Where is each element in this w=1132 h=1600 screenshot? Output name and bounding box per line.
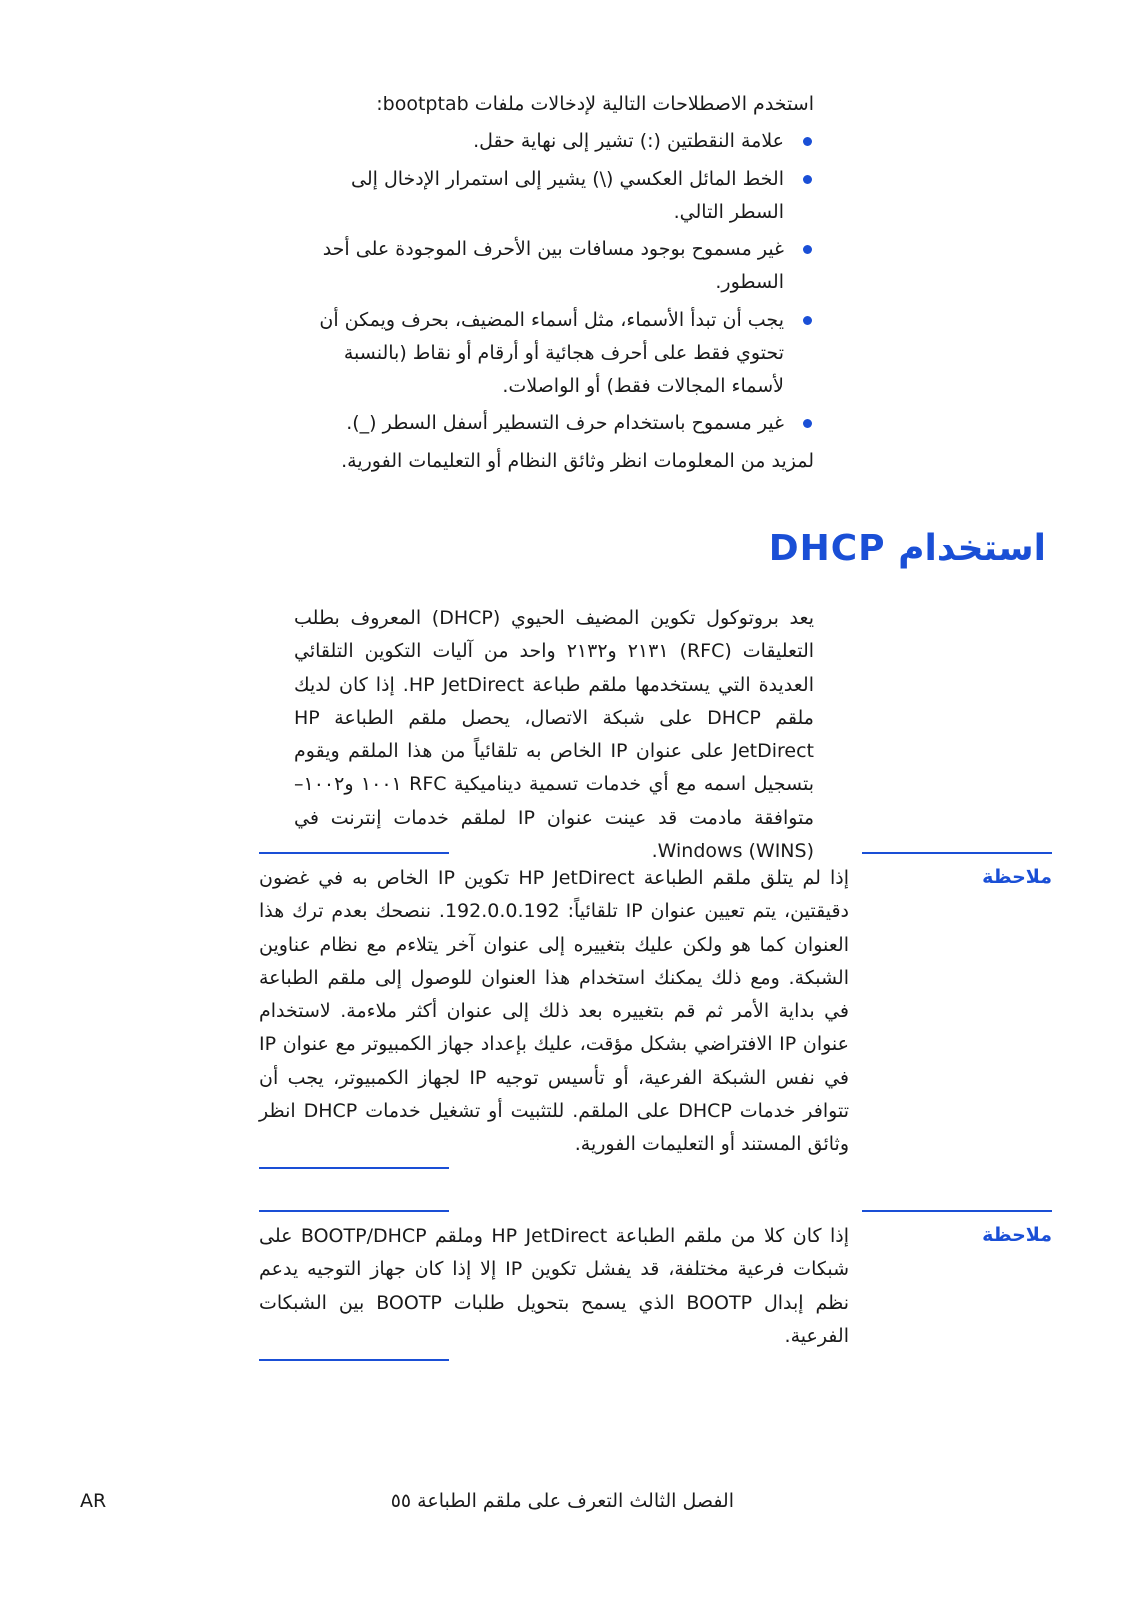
bootptab-conventions: [294, 88, 814, 478]
bullet-dot-icon: [803, 245, 812, 254]
bullet-dot-icon: [803, 175, 812, 184]
list-item: غير مسموح باستخدام حرف التسطير أسفل السطر (_).: [294, 407, 814, 440]
list-item: الخط المائل العكسي (\) يشير إلى استمرار الإدخال إلى السطر التالي.: [294, 163, 814, 230]
note-divider: [259, 1210, 449, 1212]
footer-chapter-title: الفصل الثالث التعرف على ملقم الطباعة ٥٥: [390, 1490, 734, 1512]
note-label-column: [862, 852, 1052, 888]
list-item: غير مسموح بوجود مسافات بين الأحرف الموجودة على أحد السطور.: [294, 233, 814, 300]
footer-language-code: AR: [80, 1490, 107, 1512]
note-content: [259, 852, 849, 1169]
more-info-text: لمزيد من المعلومات انظر وثائق النظام أو التعليمات الفورية.: [341, 449, 814, 472]
note-divider: [259, 852, 449, 854]
note-divider: [259, 1359, 449, 1361]
note-divider: [862, 1210, 1052, 1212]
note-text: إذا كان كلا من ملقم الطباعة HP JetDirect وملقم BOOTP/DHCP على شبكات فرعية مختلفة، قد يفشل تكوين IP إلا إذا كان جهاز التوجيه يدعم نظم إبدال BOOTP الذي يسمح بتحويل طلبات BOOTP بين الشبكات الفرعية.: [259, 1225, 850, 1347]
bullet-dot-icon: [803, 419, 812, 428]
dhcp-description: يعد بروتوكول تكوين المضيف الحيوي (DHCP) المعروف بطلب التعليقات (RFC) ٢١٣١ و٢١٣٢ واحد من آليات التكوين التلقائي العديدة التي يستخدمها ملقم طباعة HP JetDirect. إذا كان لديك ملقم DHCP على شبكة الاتصال، يحصل ملقم الطباعة HP JetDirect على عنوان IP الخاص به تلقائياً من هذا الملقم ويقوم بتسجيل اسمه مع أي خدمات تسمية ديناميكية RFC ١٠٠١ و١٠٠٢– متوافقة مادمت قد عينت عنوان IP لملقم خدمات إنترنت في Windows (WINS).: [294, 607, 815, 862]
bullet-dot-icon: [803, 316, 812, 325]
note-label: ملاحظة: [982, 866, 1052, 888]
note-divider: [259, 1167, 449, 1169]
note-label-column: [862, 1210, 1052, 1246]
note-label: ملاحظة: [982, 1224, 1052, 1246]
list-item: يجب أن تبدأ الأسماء، مثل أسماء المضيف، بحرف ويمكن أن تحتوي فقط على أحرف هجائية أو أرقام أو نقاط (بالنسبة لأسماء المجالات فقط) أو الواصلات.: [294, 304, 814, 404]
section-title: استخدام DHCP: [768, 528, 1046, 569]
note-divider: [862, 852, 1052, 854]
conventions-list: [294, 125, 814, 440]
list-item: علامة النقطتين (:) تشير إلى نهاية حقل.: [294, 125, 814, 158]
note-content: [259, 1210, 849, 1361]
bullet-dot-icon: [803, 137, 812, 146]
conventions-lead: استخدم الاصطلاحات التالية لإدخالات ملفات bootptab:: [376, 93, 814, 115]
note-text: إذا لم يتلق ملقم الطباعة HP JetDirect تكوين IP الخاص به في غضون دقيقتين، يتم تعيين عنوان IP تلقائياً: 192.0.0.192. ننصحك بعدم ترك هذا العنوان كما هو ولكن عليك بتغييره إلى عنوان آخر يتلاءم مع نظام عناوين الشبكة. ومع ذلك يمكنك استخدام هذا العنوان للوصول إلى ملقم الطباعة في بداية الأمر ثم قم بتغييره بعد ذلك إلى عنوان أكثر ملاءمة. لاستخدام عنوان IP الافتراضي بشكل مؤقت، عليك بإعداد جهاز الكمبيوتر مع عنوان IP في نفس الشبكة الفرعية، أو تأسيس توجيه IP لجهاز الكمبيوتر، يجب أن تتوافر خدمات DHCP على الملقم. للتثبيت أو تشغيل خدمات DHCP انظر وثائق المستند أو التعليمات الفورية.: [259, 867, 850, 1155]
